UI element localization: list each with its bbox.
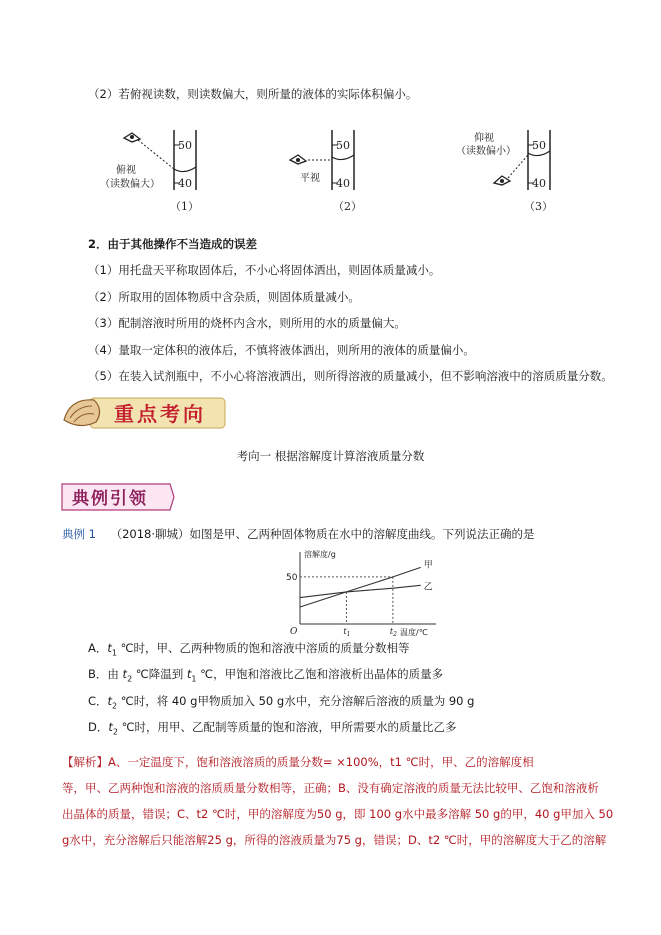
- panel-caption: （2）: [333, 200, 362, 213]
- list-item: （1）用托盘天平称取固体后，不小心将固体洒出，则固体质量减小。: [88, 263, 441, 277]
- view-note: （读数偏大）: [100, 179, 160, 190]
- example-label: 典例 1: [62, 527, 96, 541]
- cylinder-panel-1: [100, 130, 199, 213]
- view-label: 仰视: [474, 133, 494, 144]
- list-item: （3）配制溶液时所用的烧杯内含水，则所用的水的质量偏大。: [88, 316, 406, 330]
- series-label: 甲: [423, 560, 433, 571]
- shell-icon: [64, 400, 100, 426]
- graduated-cylinder-figure: [100, 125, 560, 220]
- x-tick-label: $t_2$: [389, 627, 397, 638]
- analysis-line: 【解析】A、一定温度下，饱和溶液溶质的质量分数= ×100%，t1 ℃时，甲、乙的溶解度相: [62, 755, 534, 769]
- list-item: （2）所取用的固体物质中含杂质，则固体质量减小。: [88, 290, 360, 304]
- panel-caption: （3）: [524, 200, 553, 213]
- x-tick-label: $t_1$: [343, 627, 351, 638]
- option-a: A．$t_1$ ℃时，甲、乙两种物质的饱和溶液中溶质的质量分数相等: [88, 641, 410, 658]
- list-item: （5）在装入试剂瓶中，不小心将溶液洒出，则所得溶液的质量减小，但不影响溶液中的溶质质量分数。: [88, 369, 613, 383]
- view-label: 平视: [300, 173, 320, 184]
- series-label: 乙: [423, 582, 433, 593]
- x-axis-label: 温度/℃: [400, 628, 428, 637]
- origin-label: O: [290, 627, 298, 637]
- cylinder-panel-2: [290, 130, 362, 213]
- key-points-banner: [60, 392, 230, 434]
- y-axis-label: 溶解度/g: [304, 550, 336, 559]
- analysis-line: 等，甲、乙两种饱和溶液的溶质质量分数相等，正确；B、没有确定溶液的质量无法比较甲、乙饱和溶液析: [62, 781, 599, 795]
- tick-label: 50: [532, 139, 546, 152]
- paragraph-item: （2）若俯视读数，则读数偏大，则所量的液体的实际体积偏小。: [88, 87, 418, 101]
- option-c: C．$t_2$ ℃时，将 40 g甲物质加入 50 g水中，充分溶解后溶液的质量为 90 g: [88, 694, 475, 711]
- view-label: 俯视: [116, 165, 136, 176]
- analysis-line: 出晶体的质量，错误；C、t2 ℃时，甲的溶解度为50 g，即 100 g水中最多溶解 50 g的甲，40 g甲加入 50: [62, 807, 614, 821]
- option-b: B．由 $t_2$ ℃降温到 $t_1$ ℃，甲饱和溶液比乙饱和溶液析出晶体的质量多: [88, 667, 444, 684]
- option-d: D．$t_2$ ℃时，用甲、乙配制等质量的饱和溶液，甲所需要水的质量比乙多: [88, 720, 457, 737]
- banner-title: 典例引领: [72, 489, 148, 509]
- example-stem: [62, 526, 535, 542]
- banner-title: 重点考向: [114, 402, 206, 426]
- tick-label: 40: [178, 177, 192, 190]
- panel-caption: （1）: [170, 200, 199, 213]
- y-tick-label: 50: [286, 572, 298, 583]
- solubility-chart: [272, 548, 472, 638]
- example-question: （2018·聊城）如图是甲、乙两种固体物质在水中的溶解度曲线。下列说法正确的是: [110, 527, 535, 541]
- cylinder-panel-3: [456, 130, 553, 213]
- tick-label: 50: [336, 139, 350, 152]
- section-heading: 2．由于其他操作不当造成的误差: [88, 237, 257, 251]
- view-note: （读数偏小）: [456, 146, 516, 157]
- topic-title: 考向一 根据溶解度计算溶液质量分数: [236, 449, 425, 463]
- list-item: （4）量取一定体积的液体后，不慎将液体洒出，则所用的液体的质量偏小。: [88, 343, 475, 357]
- analysis-line: g水中，充分溶解后只能溶解25 g，所得的溶液质量为75 g，错误；D、t2 ℃时，甲的溶解度大于乙的溶解: [62, 833, 607, 847]
- tick-label: 50: [178, 139, 192, 152]
- tick-label: 40: [532, 177, 546, 190]
- example-banner: [58, 480, 178, 514]
- tick-label: 40: [336, 177, 350, 190]
